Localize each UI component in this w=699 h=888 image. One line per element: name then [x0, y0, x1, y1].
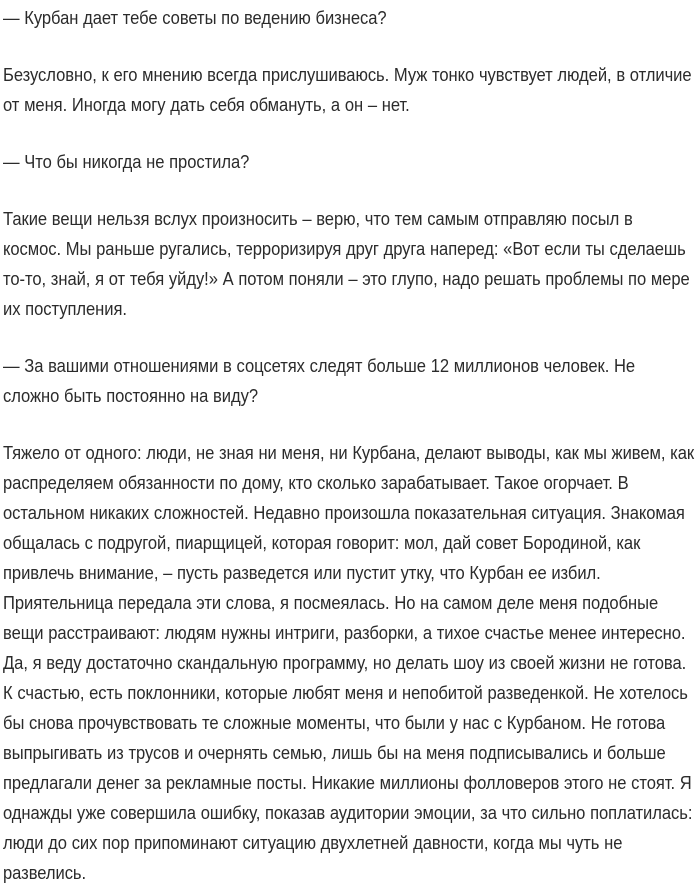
interview-answer: Тяжело от одного: люди, не зная ни меня, ни Курбана, делают выводы, как мы живем, как распределяем обязанности по дому, кто сколько зарабатывает. Такое огорчает. В остальном никаких сложностей. Недавно произошла показательная ситуация. Знакомая общалась с подругой, пиарщицей, которая говорит: мол, дай совет Бородиной, как привлечь внимание, – пусть разведется или пустит утку, что Курбан ее избил. Приятельница передала эти слова, я посмеялась. Но на самом деле меня подобные вещи расстраивают: людям нужны интриги, разборки, а тихое счастье менее интересно. Да, я веду достаточно скандальную программу, но делать шоу из своей жизни не готова. К счастью, есть поклонники, которые любят меня и непобитой разведенкой. Не хотелось бы снова прочувствовать те сложные моменты, что были у нас с Курбаном. Не готова выпрыгивать из трусов и очернять семью, лишь бы на меня подписывались и больше предлагали денег за рекламные посты. Никакие миллионы фолловеров этого не стоят. Я однажды уже совершила ошибку, показав аудитории эмоции, за что сильно поплатилась: люди до сих пор припоминают ситуацию двухлетней давности, когда мы чуть не развелись. — [3, 442, 695, 883]
interview-answer: Такие вещи нельзя вслух произносить – верю, что тем самым отправляю посыл в космос. Мы раньше ругались, терроризируя друг друга наперед: «Вот если ты сделаешь то-то, знай, я от тебя уйду!» А потом поняли – это глупо, надо решать проблемы по мере их поступления. — [3, 208, 690, 319]
interview-answer: Безусловно, к его мнению всегда прислушиваюсь. Муж тонко чувствует людей, в отличие от меня. Иногда могу дать себя обмануть, а он – нет. — [3, 64, 692, 115]
interview-question: — За вашими отношениями в соцсетях следят больше 12 миллионов человек. Не сложно быть постоянно на виду? — [3, 355, 636, 406]
interview-question: — Курбан дает тебе советы по ведению бизнеса? — [3, 7, 387, 28]
article-body — [0, 3, 699, 883]
interview-question: — Что бы никогда не простила? — [3, 151, 250, 172]
